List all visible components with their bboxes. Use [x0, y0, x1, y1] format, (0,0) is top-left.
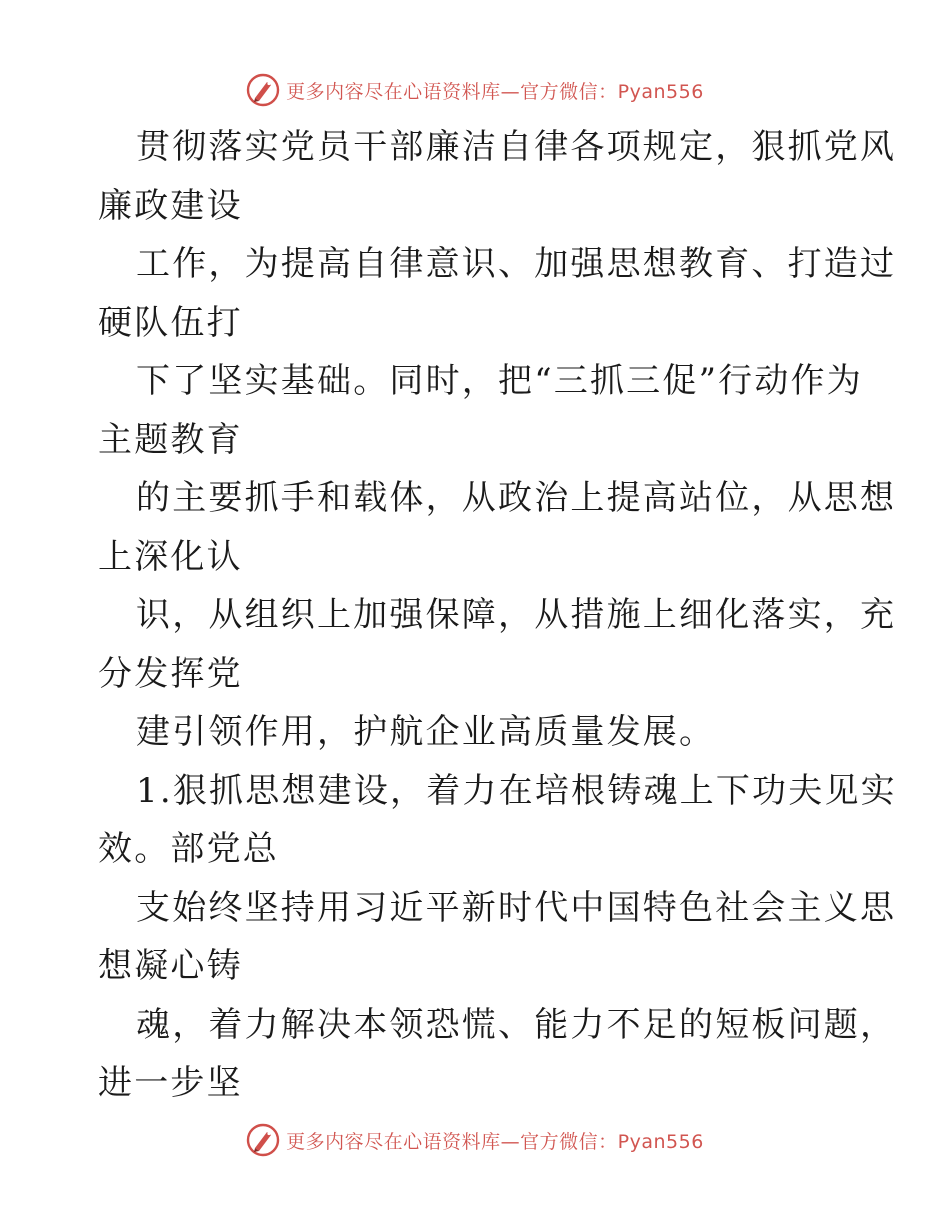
text-line: 下了坚实基础。同时，把“三抓三促”行动作为: [136, 361, 863, 401]
text-line: 贯彻落实党员干部廉洁自律各项规定，狠抓党风: [136, 127, 897, 167]
text-line: 主题教育: [98, 419, 243, 460]
text-line: 建引领作用，护航企业高质量发展。: [136, 712, 716, 752]
text-line: 进一步坚: [98, 1063, 243, 1103]
footer-watermark-text: 更多内容尽在心语资料库—官方微信：Pyan556: [286, 1130, 704, 1153]
text-line: 硬队伍打: [98, 302, 243, 343]
document-body: [98, 118, 897, 1113]
header-watermark: [246, 73, 704, 107]
text-line: 分发挥党: [98, 653, 243, 694]
text-line: 工作，为提高自律意识、加强思想教育、打造过: [136, 244, 897, 284]
text-line: 1.狠抓思想建设，着力在培根铸魂上下功夫见实: [136, 770, 897, 811]
text-line: 识，从组织上加强保障，从措施上细化落实，充: [136, 595, 897, 635]
header-watermark-banner: [0, 70, 950, 110]
text-line: 魂，着力解决本领恐慌、能力不足的短板问题，: [136, 1004, 897, 1045]
text-line: 廉政建设: [98, 185, 243, 226]
text-line: 的主要抓手和载体，从政治上提高站位，从思想: [136, 478, 897, 518]
pen-logo-icon: [246, 1123, 280, 1157]
footer-watermark-banner: [0, 1120, 950, 1160]
header-watermark-text: 更多内容尽在心语资料库—官方微信：Pyan556: [286, 80, 704, 103]
footer-watermark: [246, 1123, 704, 1157]
text-line: 效。部党总: [98, 829, 279, 869]
text-line: 想凝心铸: [98, 946, 243, 986]
text-line: 上深化认: [98, 536, 243, 577]
pen-logo-icon: [246, 73, 280, 107]
text-line: 支始终坚持用习近平新时代中国特色社会主义思: [136, 887, 897, 928]
